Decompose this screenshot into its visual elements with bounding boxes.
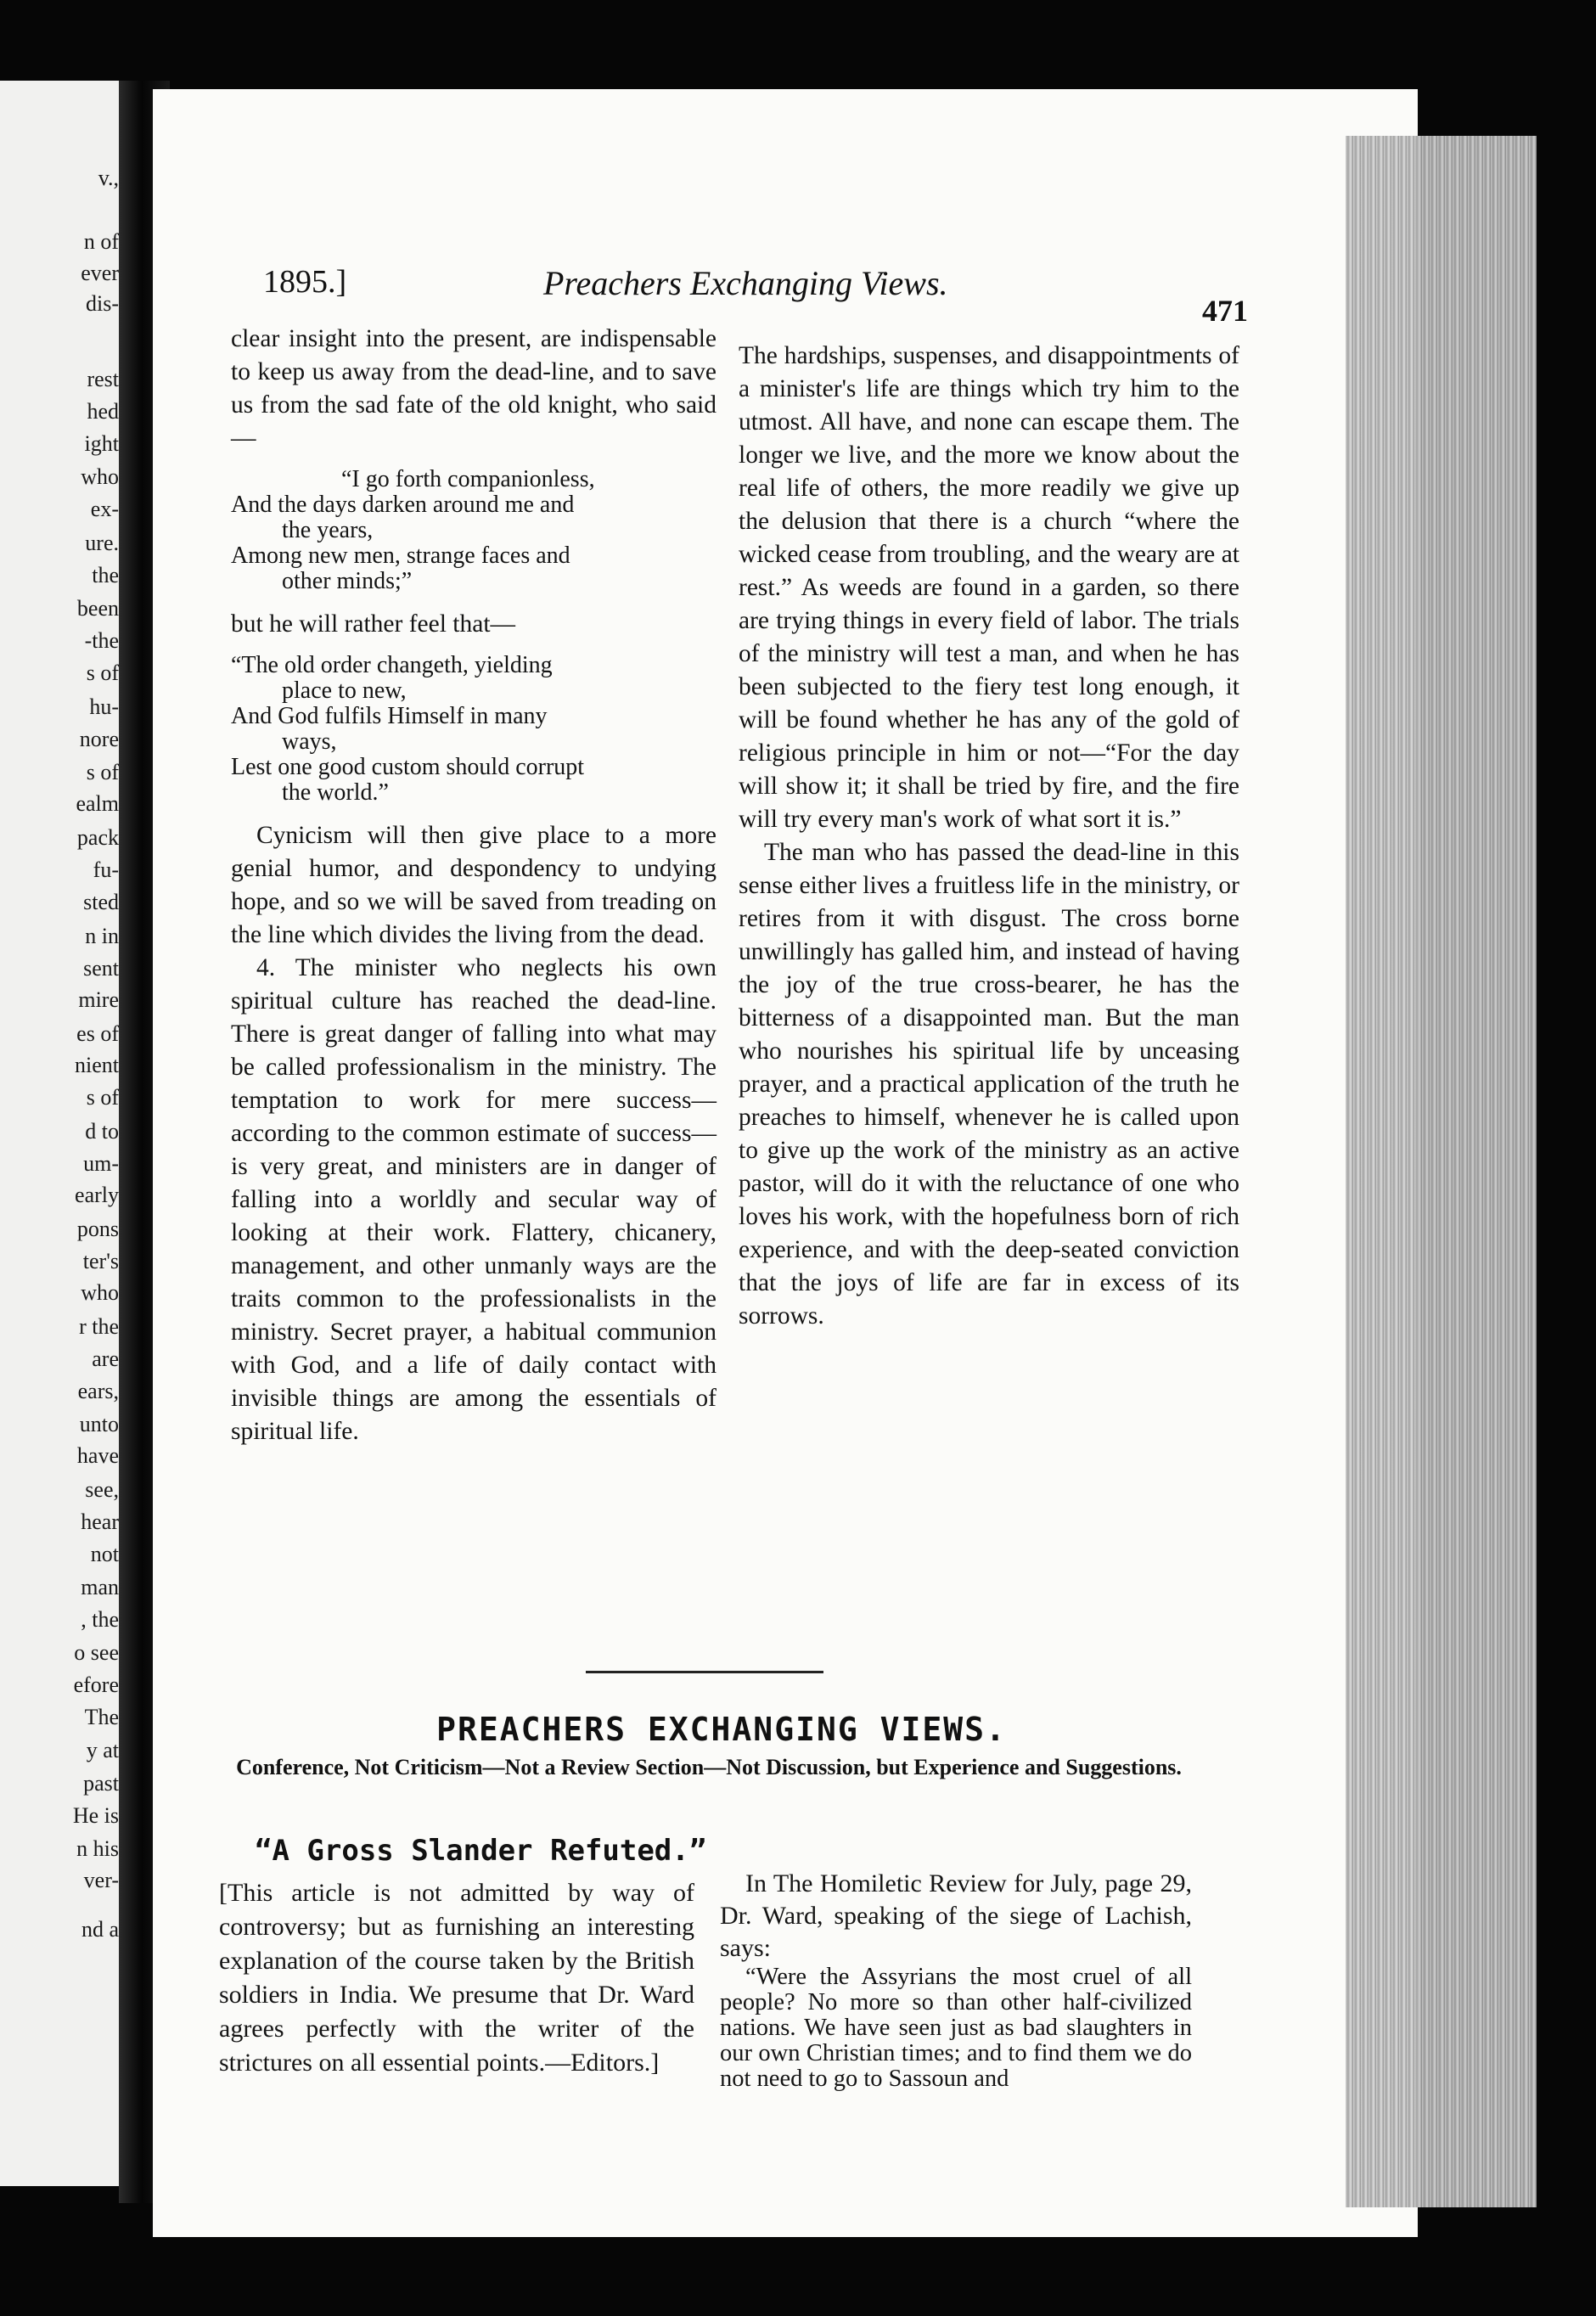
left-page-text-fragment: see, xyxy=(85,1477,119,1502)
paragraph: Cynicism will then give place to a more genial humor, and despondency to undying hope, and so we will be saved from treading on the line which divides the living from the dead. xyxy=(231,822,717,948)
left-page-text-fragment: unto xyxy=(79,1412,119,1436)
paragraph: The hardships, suspenses, and disappointments of a minister's life are things which try him to the utmost. All have, and none can escape them. The longer we live, and the more we know about the real life of others, the more readily we give up the delusion that there is a church “where the wicked cease from troubling, and the weary are at rest.” As weeds are found in a garden, so there are trying things in every field of labor. The trials of the ministry will test a man, and when he has been subjected to the fiery test long enough, it will be found whether he has any of the gold of religious principle in him or not—“For the day will show it; it shall be tried by fire, and the fire will try every man's work of what sort it is.” xyxy=(739,342,1239,833)
left-page-text-fragment: -the xyxy=(84,628,119,653)
left-page-text-fragment: He is xyxy=(72,1803,119,1828)
left-page-text-fragment: ure. xyxy=(85,531,119,555)
left-page-text-fragment: r the xyxy=(79,1314,119,1339)
article-right-column xyxy=(720,1868,1192,2092)
left-page-text-fragment: early xyxy=(75,1183,119,1207)
left-page-text-fragment: who xyxy=(81,464,119,489)
left-page-text-fragment: hed xyxy=(87,399,119,424)
running-header xyxy=(263,255,1248,328)
poem-line: the years, xyxy=(282,517,374,543)
poem-line: “I go forth companionless, xyxy=(341,466,595,492)
left-page-text-fragment: not xyxy=(90,1542,119,1566)
left-page-text-fragment: hu- xyxy=(89,694,119,719)
left-page-text-fragment: the xyxy=(92,563,119,587)
left-page-text-fragment: sent xyxy=(83,956,119,981)
left-page-text-fragment: ears, xyxy=(77,1379,119,1403)
left-page-text-fragment: es of xyxy=(76,1021,119,1046)
page-number: 471 xyxy=(1202,294,1248,328)
left-page-text-fragment: ealm xyxy=(76,791,119,816)
left-page-text-fragment: nore xyxy=(79,727,119,751)
left-page-text-fragment: pons xyxy=(76,1217,119,1241)
poem-line: Among new men, strange faces and xyxy=(231,542,570,569)
running-title: Preachers Exchanging Views. xyxy=(543,264,948,302)
running-year: 1895.] xyxy=(263,264,347,300)
page-stack-edge xyxy=(1346,136,1537,2207)
left-page-text-fragment: The xyxy=(84,1705,119,1729)
left-page-text-fragment: sted xyxy=(83,890,119,914)
left-page-text-fragment: o see xyxy=(74,1640,119,1665)
left-page-text-fragment: been xyxy=(76,596,119,621)
paragraph: but he will rather feel that— xyxy=(231,610,516,638)
left-page-text-fragment: s of xyxy=(86,1085,119,1110)
poem-line: other minds;” xyxy=(282,568,413,594)
left-page-text-fragment: rest xyxy=(87,367,119,391)
left-page-text-fragment: um- xyxy=(83,1151,119,1176)
paragraph: The man who has passed the dead-line in this sense either lives a fruitless life in the ministry, or retires from it with disgust. The cross borne unwillingly has galled him, and instead of having the joy of the true cross-bearer, he has the bitterness of a disappointed man. But the man who nourishes his spiritual life by unceasing prayer, and a practical application of the truth he preaches to himself, whenever he is called upon to give up the work of the ministry as an active pastor, will do it with the reluctance of one who loves his work, with the hopefulness born of rich experience, and with the deep-seated conviction that the joys of life are far in excess of its sorrows. xyxy=(739,839,1239,1329)
poem-line: place to new, xyxy=(282,677,407,704)
poem-line: Lest one good custom should corrupt xyxy=(231,754,585,780)
left-page-text-fragment: mire xyxy=(78,987,119,1012)
left-page-text-fragment: ight xyxy=(84,431,119,456)
left-page-text-fragment: ver- xyxy=(83,1868,119,1892)
section-subtitle: Conference, Not Criticism—Not a Review Section—Not Discussion, but Experience and Suggestions. xyxy=(236,1755,1182,1779)
left-page-text-fragment: who xyxy=(81,1280,119,1305)
paragraph: 4. The minister who neglects his own spiritual culture has reached the dead-line. There is great danger of falling into what may be called professionalism in the ministry. The temptation to work for mere success—according to the common estimate of success—is very great, and ministers are in danger of falling into a worldly and secular way of looking at their work. Flattery, chicanery, management, and other unmanly ways are the traits common to the professionalists in the ministry. Secret prayer, a habitual communion with God, and a life of daily contact with invisible things are among the essentials of spiritual life. xyxy=(231,954,717,1445)
left-page-text-fragment: efore xyxy=(73,1672,119,1697)
right-column xyxy=(739,340,1239,1333)
left-column xyxy=(231,323,717,1448)
left-page-text-fragment: ter's xyxy=(82,1249,119,1273)
left-page-text-fragment: fu- xyxy=(93,857,119,882)
left-page-text-fragment: ex- xyxy=(90,497,119,521)
left-page-text-fragment: s of xyxy=(86,661,119,685)
left-page-text-fragment: pack xyxy=(76,825,119,850)
left-page-text-fragment: s of xyxy=(86,760,119,784)
poem-line: the world.” xyxy=(282,779,389,806)
section-divider xyxy=(586,1671,823,1673)
left-page-text-fragment: , the xyxy=(81,1607,119,1632)
left-page-text-fragment: dis- xyxy=(86,291,119,316)
poem-quote xyxy=(231,467,717,594)
left-page-text-fragment: n of xyxy=(83,229,119,254)
poem-line: And God fulfils Himself in many xyxy=(231,703,548,729)
left-page-text-fragment: are xyxy=(92,1346,119,1371)
left-page-text-fragment: nd a xyxy=(81,1917,119,1942)
left-page-text-fragment: nient xyxy=(75,1053,119,1077)
left-page-text-fragment: have xyxy=(76,1443,119,1468)
block-quote: “Were the Assyrians the most cruel of all people? No more so than other half-civilized nations. We have seen just as bad slaughters in our own Christian times; and to find them we do not need to go to Sassoun and xyxy=(720,1964,1192,2092)
left-page-text-fragment: y at xyxy=(86,1738,119,1762)
poem-line: “The old order changeth, yielding xyxy=(231,652,553,678)
poem-quote xyxy=(231,653,717,806)
editor-note: [This article is not admitted by way of controversy; but as furnishing an interesting explanation of the course taken by the British soldiers in India. We presume that Dr. Ward agrees perfectly with the writer of the strictures on all essential points.—Editors.] xyxy=(219,1879,694,2077)
left-page-text-fragment: n his xyxy=(76,1836,119,1861)
left-page-text-fragment: ever xyxy=(81,261,119,285)
left-page-text-fragment: man xyxy=(81,1575,119,1599)
left-page-text-fragment: past xyxy=(83,1771,119,1796)
article-left-column xyxy=(219,1876,694,2080)
left-page-text-fragment: d to xyxy=(85,1119,119,1144)
left-page-text-fragment: n in xyxy=(85,924,119,948)
paragraph: In The Homiletic Review for July, page 29, Dr. Ward, speaking of the siege of Lachish, says: xyxy=(720,1869,1192,1962)
poem-line: ways, xyxy=(282,728,337,755)
poem-line: And the days darken around me and xyxy=(231,492,575,518)
section-title: PREACHERS EXCHANGING VIEWS. xyxy=(436,1711,1007,1748)
previous-page-edge xyxy=(0,81,126,2186)
left-page-text-fragment: hear xyxy=(81,1509,119,1534)
paragraph: clear insight into the present, are indispensable to keep us away from the dead-line, and to save us from the sad fate of the old knight, who said— xyxy=(231,325,717,452)
left-page-text-fragment: v., xyxy=(98,166,119,190)
article-title: “A Gross Slander Refuted.” xyxy=(255,1834,707,1868)
